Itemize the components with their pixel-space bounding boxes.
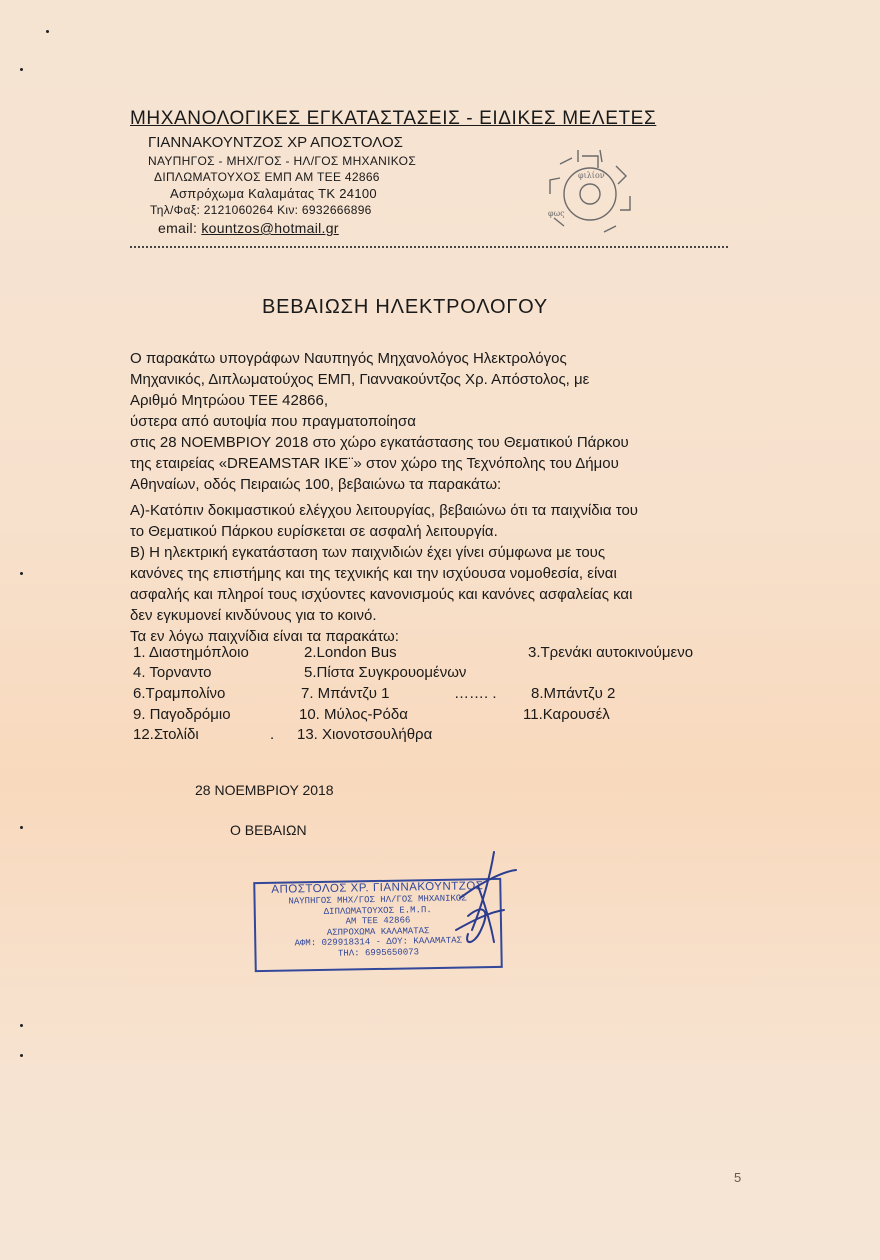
intro-line: στις 28 ΝΟΕΜΒΡΙΟΥ 2018 στο χώρο εγκατάστασης του Θεματικού Πάρκου — [130, 434, 629, 451]
letterhead-title: ΜΗΧΑΝΟΛΟΓΙΚΕΣ ΕΓΚΑΤΑΣΤΑΣΕΙΣ - ΕΙΔΙΚΕΣ ΜΕΛΕΤΕΣ — [130, 108, 657, 129]
signature-icon — [420, 846, 530, 956]
signer-label: Ο ΒΕΒΑΙΩΝ — [230, 822, 307, 838]
statement-line: κανόνες της επιστήμης και της τεχνικής και την ισχύουσα νομοθεσία, είναι — [130, 565, 617, 582]
game-item: 12.Στολίδι — [133, 726, 199, 743]
game-item: 1. Διαστημόπλοιο — [133, 644, 249, 661]
intro-line: ύστερα από αυτοψία που πραγματοποίησα — [130, 413, 416, 430]
page-number: 5 — [734, 1170, 742, 1185]
intro-line: της εταιρείας «DREAMSTAR IKE¨» στον χώρο της Τεχνόπολης του Δήμου — [130, 455, 619, 472]
game-item: 2.London Bus — [304, 644, 397, 661]
stamp-line: ΑΜ ΤΕΕ 42866 — [345, 915, 411, 927]
statement-line: δεν εγκυμονεί κινδύνους για το κοινό. — [130, 607, 377, 624]
stamp-line: ΑΣΠΡΟΧΩΜΑ ΚΑΛΑΜΑΤΑΣ — [326, 925, 430, 938]
game-item: 5.Πίστα Συγκρουομένων — [304, 664, 467, 681]
game-item: 7. Μπάντζυ 1 — [301, 685, 390, 702]
statement-paragraph — [130, 500, 740, 647]
email-link[interactable]: kountzos@hotmail.gr — [201, 220, 339, 236]
stamp-line: ΔΙΠΛΩΜΑΤΟΥΧΟΣ Ε.Μ.Π. — [323, 904, 432, 917]
email-label: email: — [158, 220, 202, 236]
scan-speck — [20, 572, 23, 575]
engineer-profession: ΝΑΥΠΗΓΟΣ - ΜΗΧ/ΓΟΣ - ΗΛ/ΓΟΣ ΜΗΧΑΝΙΚΟΣ — [148, 154, 417, 168]
intro-line: Αθηναίων, οδός Πειραιώς 100, βεβαιώνω τα παρακάτω: — [130, 476, 502, 493]
list-filler: . — [270, 726, 275, 743]
game-item: 8.Μπάντζυ 2 — [531, 685, 616, 702]
document-date: 28 ΝΟΕΜΒΡΙΟΥ 2018 — [195, 782, 334, 798]
stamp-line: ΑΠΟΣΤΟΛΟΣ ΧΡ. ΓΙΑΝΝΑΚΟΥΝΤΖΟΣ — [271, 880, 484, 896]
intro-line: Ο παρακάτω υπογράφων Ναυπηγός Μηχανολόγος Ηλεκτρολόγος — [130, 350, 567, 367]
intro-line: Αριθμό Μητρώου ΤΕΕ 42866, — [130, 392, 329, 409]
stamp-line: ΑΦΜ: 029918314 - ΔΟΥ: ΚΑΛΑΜΑΤΑΣ — [294, 935, 463, 949]
game-item: 3.Τρενάκι αυτοκινούμενο — [528, 644, 694, 661]
game-item: 9. Παγοδρόμιο — [133, 706, 231, 723]
intro-paragraph — [130, 348, 740, 495]
statement-line: Α)-Κατόπιν δοκιμαστικού ελέγχου λειτουργίας, βεβαιώνω ότι τα παιχνίδια του — [130, 502, 638, 519]
engineer-email — [158, 220, 339, 236]
gear-logo-icon — [538, 148, 638, 236]
list-filler: ……. . — [454, 685, 497, 702]
scan-speck — [20, 826, 23, 829]
scan-speck — [20, 1024, 23, 1027]
statement-line: Β) Η ηλεκτρική εγκατάσταση των παιχνιδιών έχει γίνει σύμφωνα με τους — [130, 544, 606, 561]
game-item: 10. Μύλος-Ρόδα — [299, 706, 408, 723]
intro-line: Μηχανικός, Διπλωματούχος ΕΜΠ, Γιαννακούντζος Χρ. Απόστολος, με — [130, 371, 590, 388]
header-divider — [130, 246, 728, 248]
scan-speck — [46, 30, 49, 33]
document-title: ΒΕΒΑΙΩΣΗ ΗΛΕΚΤΡΟΛΟΓΟΥ — [262, 296, 549, 318]
engineer-diploma: ΔΙΠΛΩΜΑΤΟΥΧΟΣ ΕΜΠ ΑΜ ΤΕΕ 42866 — [154, 170, 380, 184]
statement-line: ασφαλής και πληροί τους ισχύοντες κανονισμούς και κανόνες ασφαλείας και — [130, 586, 633, 603]
game-item: 6.Τραμπολίνο — [133, 685, 226, 702]
logo-top-text: φιλίον — [578, 171, 605, 180]
engineer-phones: Τηλ/Φαξ: 2121060264 Κιν: 6932666896 — [150, 203, 372, 217]
statement-line: το Θεματικού Πάρκου ευρίσκεται σε ασφαλή λειτουργία. — [130, 523, 498, 540]
stamp-line: ΝΑΥΠΗΓΟΣ ΜΗΧ/ΓΟΣ ΗΛ/ΓΟΣ ΜΗΧΑΝΙΚΟΣ — [288, 893, 467, 907]
statement-line: Τα εν λόγω παιχνίδια είναι τα παρακάτω: — [130, 628, 399, 645]
stamp-line: ΤΗΛ: 6995650073 — [337, 946, 420, 959]
game-item: 11.Καρουσέλ — [523, 706, 610, 723]
engineer-name: ΓΙΑΝΝΑΚΟΥΝΤΖΟΣ ΧΡ ΑΠΟΣΤΟΛΟΣ — [148, 134, 403, 151]
engineer-address: Ασπρόχωμα Καλαμάτας ΤΚ 24100 — [170, 186, 377, 201]
logo-bottom-text: φως — [548, 209, 565, 218]
scan-speck — [20, 1054, 23, 1057]
game-item: 13. Χιονοτσουλήθρα — [297, 726, 433, 743]
game-item: 4. Τορναντο — [133, 664, 212, 681]
scan-speck — [20, 68, 23, 71]
